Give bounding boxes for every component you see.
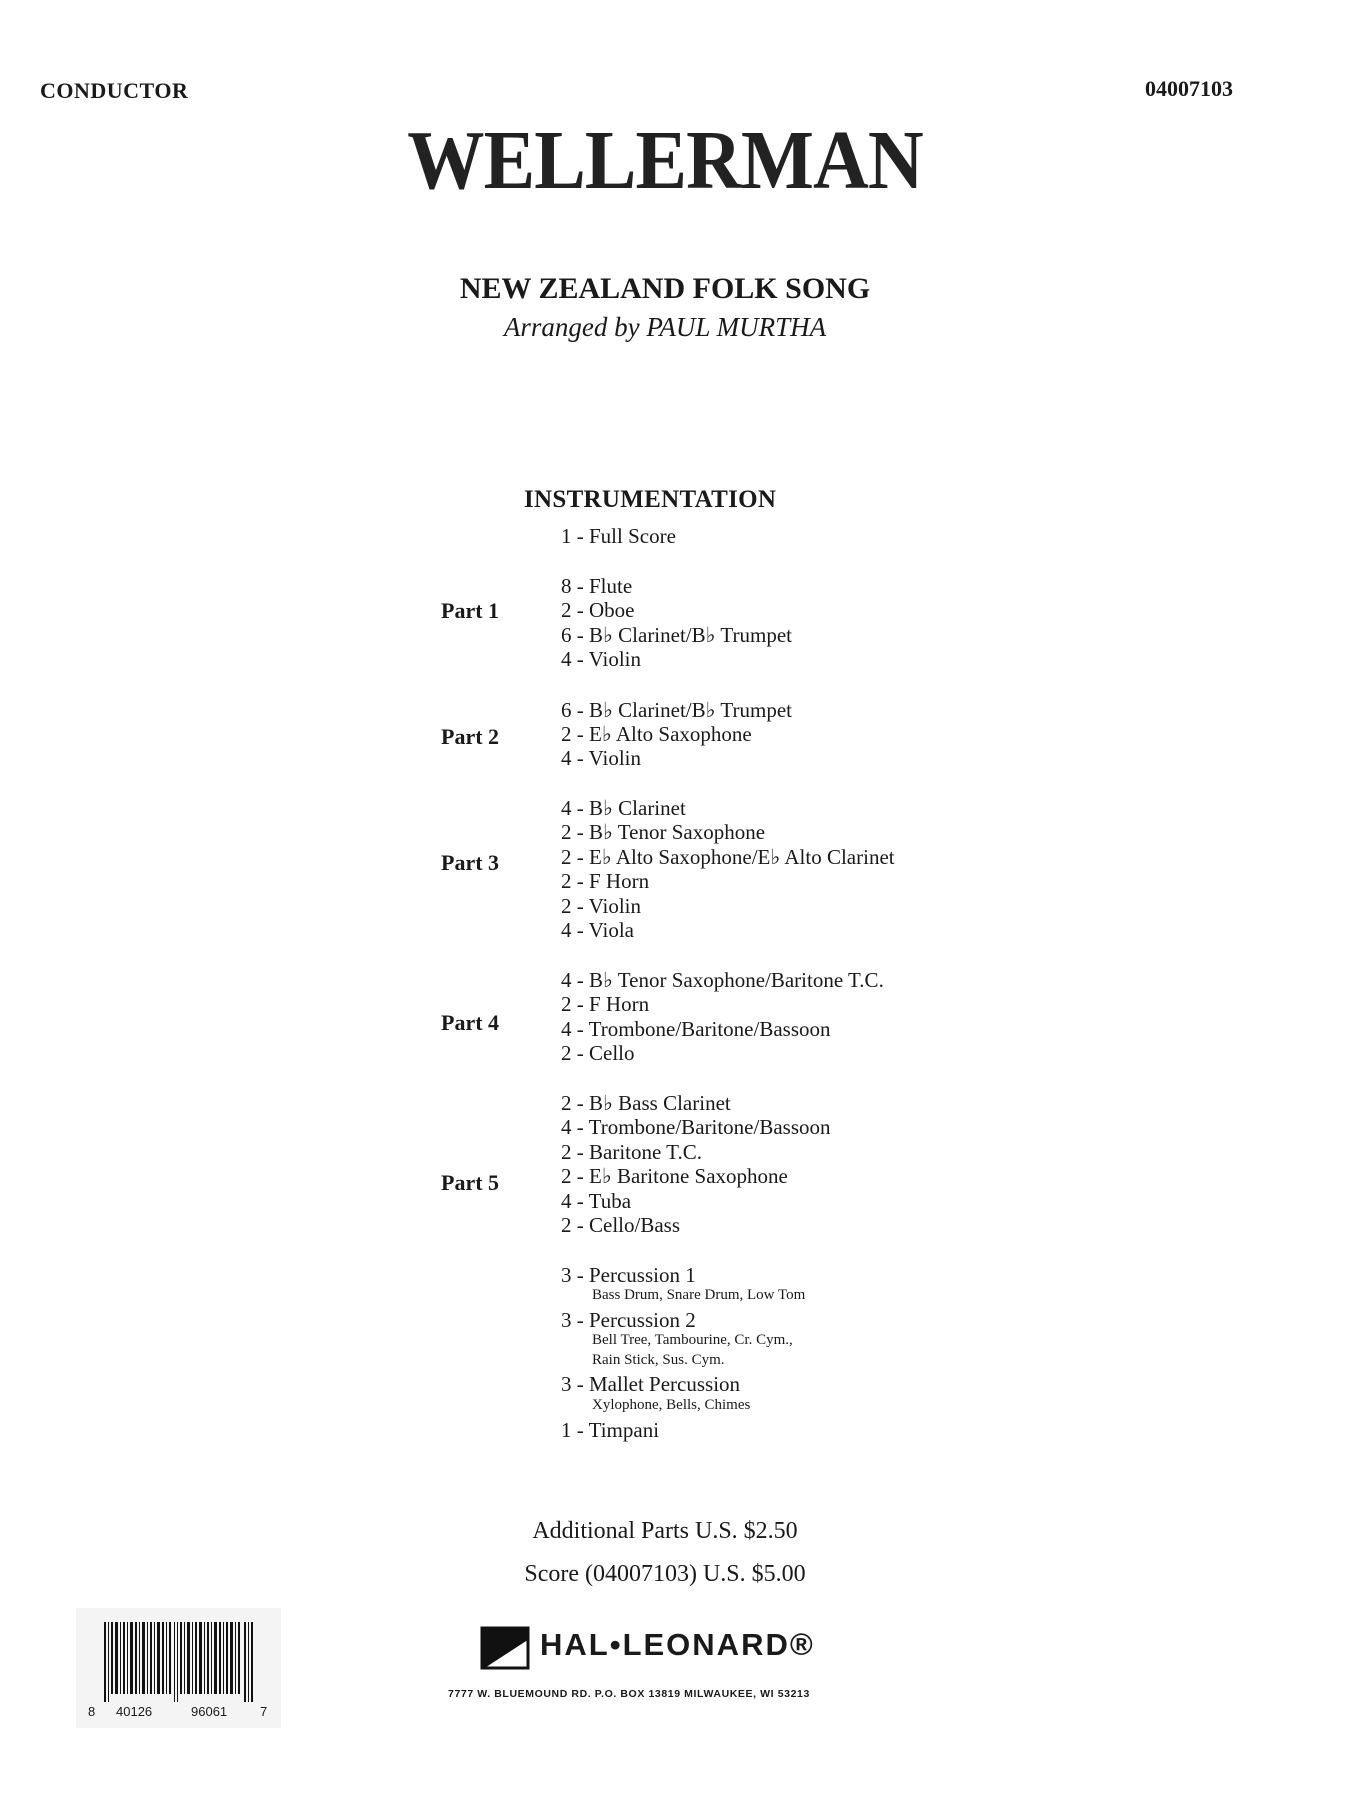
- list-item-full-score: 1 - Full Score: [561, 524, 676, 548]
- list-item-detail: Bass Drum, Snare Drum, Low Tom: [592, 1287, 806, 1303]
- additional-parts-price: Additional Parts U.S. $2.50: [532, 1518, 798, 1544]
- part-label-4: Part 4: [441, 1010, 500, 1035]
- barcode-icon: [104, 1622, 254, 1702]
- list-item: 1 - Timpani: [561, 1418, 660, 1442]
- publisher-address: 7777 W. BLUEMOUND RD. P.O. BOX 13819 MILWAUKEE, WI 53213: [448, 1688, 810, 1700]
- list-item-detail: Rain Stick, Sus. Cym.: [592, 1352, 725, 1368]
- barcode-digit-lead: 8: [88, 1704, 96, 1719]
- list-item: 2 - Cello/Bass: [561, 1213, 680, 1237]
- list-item: 2 - B♭ Tenor Saxophone: [561, 820, 766, 844]
- list-item: 4 - B♭ Tenor Saxophone/Baritone T.C.: [561, 968, 884, 992]
- list-item: 2 - E♭ Baritone Saxophone: [561, 1164, 788, 1188]
- conductor-label: CONDUCTOR: [40, 78, 189, 103]
- subtitle: NEW ZEALAND FOLK SONG: [459, 272, 871, 305]
- list-item: 4 - Trombone/Baritone/Bassoon: [561, 1017, 831, 1041]
- instrumentation-heading: INSTRUMENTATION: [524, 486, 777, 513]
- list-item: 4 - B♭ Clarinet: [561, 796, 686, 820]
- list-item: 4 - Trombone/Baritone/Bassoon: [561, 1115, 831, 1139]
- list-item: 2 - Violin: [561, 894, 642, 918]
- list-item: 2 - Baritone T.C.: [561, 1140, 702, 1164]
- list-item: 2 - Oboe: [561, 598, 635, 622]
- catalog-code: 04007103: [1145, 76, 1233, 101]
- list-item: 2 - B♭ Bass Clarinet: [561, 1091, 731, 1115]
- list-item: 4 - Violin: [561, 746, 642, 770]
- part-label-5: Part 5: [441, 1170, 500, 1195]
- list-item: 2 - F Horn: [561, 992, 650, 1016]
- barcode-digits-left: 40126: [116, 1704, 153, 1719]
- list-item: 2 - E♭ Alto Saxophone/E♭ Alto Clarinet: [561, 845, 895, 869]
- price-info: [0, 1510, 1330, 1596]
- list-item: 3 - Percussion 1: [561, 1263, 696, 1287]
- list-item: 6 - B♭ Clarinet/B♭ Trumpet: [561, 698, 792, 722]
- barcode-digits-right: 96061: [191, 1704, 228, 1719]
- list-item: 8 - Flute: [561, 574, 633, 598]
- list-item: 2 - Cello: [561, 1041, 635, 1065]
- list-item: 4 - Violin: [561, 647, 642, 671]
- list-item: 4 - Viola: [561, 918, 635, 942]
- list-item: 4 - Tuba: [561, 1189, 632, 1213]
- part-label-1: Part 1: [441, 598, 500, 623]
- list-item: 3 - Percussion 2: [561, 1308, 696, 1332]
- part-label-2: Part 2: [441, 724, 500, 749]
- barcode-digit-check: 7: [260, 1704, 268, 1719]
- page-title: WELLERMAN: [407, 114, 923, 207]
- list-item-detail: Bell Tree, Tambourine, Cr. Cym.,: [592, 1332, 793, 1348]
- list-item-detail: Xylophone, Bells, Chimes: [592, 1397, 751, 1413]
- list-item: 2 - E♭ Alto Saxophone: [561, 722, 752, 746]
- list-item: 2 - F Horn: [561, 869, 650, 893]
- list-item: 6 - B♭ Clarinet/B♭ Trumpet: [561, 623, 792, 647]
- list-item: 3 - Mallet Percussion: [561, 1372, 741, 1396]
- part-label-3: Part 3: [441, 850, 500, 875]
- arranger-credit: Arranged by PAUL MURTHA: [503, 312, 827, 342]
- score-price: Score (04007103) U.S. $5.00: [524, 1561, 806, 1587]
- publisher-name: HAL•LEONARD®: [540, 1627, 815, 1662]
